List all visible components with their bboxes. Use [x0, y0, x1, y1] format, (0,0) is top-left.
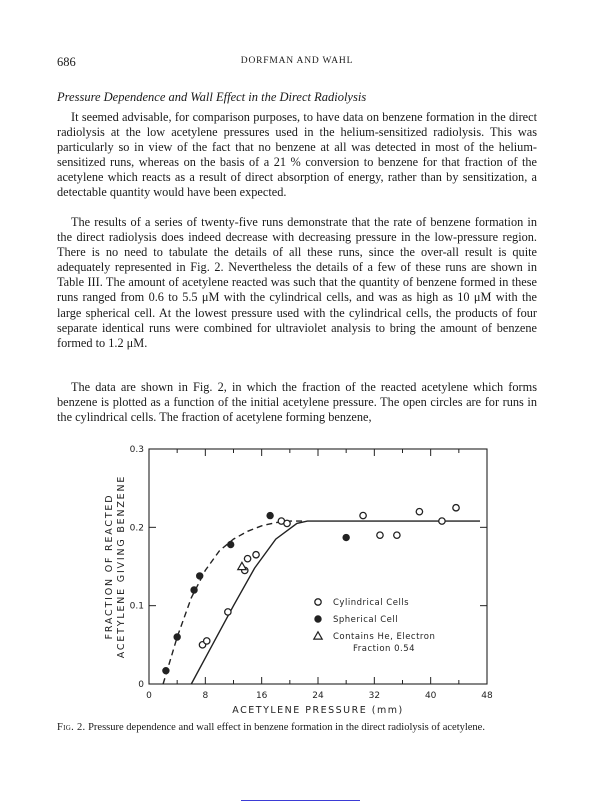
legend-label: Cylindrical Cells: [333, 598, 410, 608]
y-tick-label: 0.3: [129, 445, 144, 455]
x-tick-label: 8: [202, 691, 209, 701]
x-tick-label: 40: [424, 691, 437, 701]
data-point-filled-circle: [343, 534, 349, 540]
page-number: 686: [57, 55, 76, 69]
y-axis-label-line1: FRACTION OF REACTED: [104, 493, 115, 640]
legend-label: Spherical Cell: [333, 615, 399, 625]
y-tick-label: 0.2: [129, 523, 144, 534]
curve-dashed: [163, 521, 304, 684]
data-point-filled-circle: [197, 573, 203, 579]
footer-link-rule[interactable]: [241, 800, 360, 801]
data-point-open-circle: [439, 518, 445, 524]
paragraph-3: [57, 380, 537, 425]
x-tick-label: 48: [481, 691, 493, 701]
page-header: [57, 55, 537, 71]
legend-label-continued: Fraction 0.54: [353, 644, 416, 654]
x-axis-label: ACETYLENE PRESSURE (mm): [232, 705, 404, 716]
chart-axes: [149, 449, 487, 684]
data-point-open-triangle: [238, 562, 246, 569]
data-point-open-circle: [253, 552, 259, 558]
data-point-open-circle: [199, 642, 205, 648]
x-tick-label: 16: [255, 691, 268, 701]
paragraph-2: [57, 215, 537, 351]
paragraph-text: It seemed advisable, for comparison purposes, to have data on benzene formation in the direct radiolysis at the low acetylene pressures used in the helium-sensitized radiolysis. This was particularly so in view of the fact that no benzene at all was detected in most of the helium-sensitized runs, whereas on the basis of a 21 % conversion to benzene for that fraction of the acetylene which reacts as a result of direct absorption of energy, rather than by sensitization, a detectable quantity would have been expected.: [57, 110, 537, 200]
data-point-open-circle: [225, 609, 231, 615]
data-point-filled-circle: [227, 541, 233, 547]
curve-solid: [191, 521, 480, 684]
legend-marker-filled-circle: [315, 616, 321, 622]
legend-label: Contains He, Electron: [333, 632, 436, 642]
data-point-open-circle: [416, 508, 422, 514]
data-point-open-circle: [242, 567, 248, 573]
data-point-filled-circle: [174, 634, 180, 640]
chart-legend: [314, 598, 436, 654]
data-point-filled-circle: [267, 512, 273, 518]
y-axis-label-line2: ACETYLENE GIVING BENZENE: [116, 474, 127, 659]
x-tick-label: 32: [368, 691, 381, 701]
x-tick-label: 0: [146, 691, 152, 701]
chart-curves: [163, 521, 480, 684]
data-point-open-circle: [394, 532, 400, 538]
y-tick-label: 0.1: [129, 601, 144, 612]
running-head: DORFMAN AND WAHL: [240, 56, 354, 66]
x-tick-label: 24: [312, 691, 324, 701]
data-point-open-circle: [278, 518, 284, 524]
paragraph-text: The results of a series of twenty-five runs demonstrate that the rate of benzene formation in the direct radiolysis does indeed decrease with decreasing pressure in the low-pressure region. There is no need to tabulate the details of all these runs, since the over-all result is quite adequately represented in Fig. 2. Nevertheless the details of a few of these runs are shown in Table III. The amount of acetylene reacted was such that the quantity of benzene formed in these runs ranged from 0.6 to 5.5 μM with the cylindrical cells, and was as high as 10 μM with the large spherical cell. At the lowest pressure used with the cylindrical cells, the products of four separate identical runs were combined for ultraviolet analysis to bring the amount of benzene formed to 1.2 μM.: [57, 215, 537, 350]
data-point-open-circle: [360, 512, 366, 518]
chart-labels: [104, 445, 493, 716]
data-point-open-circle: [284, 520, 290, 526]
chart-marks: [163, 505, 460, 674]
data-point-open-circle: [244, 555, 250, 561]
legend-marker-open-circle: [315, 599, 321, 605]
caption-text: Pressure dependence and wall effect in benzene formation in the direct radiolysis of acetylene.: [88, 722, 485, 733]
data-point-open-circle: [453, 505, 459, 511]
figure-caption: [57, 721, 537, 734]
caption-lead: Fig. 2.: [57, 722, 86, 733]
data-point-open-circle: [204, 638, 210, 644]
legend-marker-open-triangle: [314, 632, 322, 639]
paragraph-text: The data are shown in Fig. 2, in which the fraction of the reacted acetylene which forms benzene is plotted as a function of the initial acetylene pressure. The open circles are for runs in the cylindrical cells. The fraction of acetylene forming benzene,: [57, 380, 537, 425]
paragraph-1: [57, 110, 537, 201]
data-point-open-circle: [377, 532, 383, 538]
section-title: Pressure Dependence and Wall Effect in the Direct Radiolysis: [57, 90, 367, 104]
data-point-filled-circle: [163, 667, 169, 673]
plot-frame: [149, 449, 487, 684]
y-tick-label: 0: [138, 680, 144, 690]
data-point-filled-circle: [191, 587, 197, 593]
